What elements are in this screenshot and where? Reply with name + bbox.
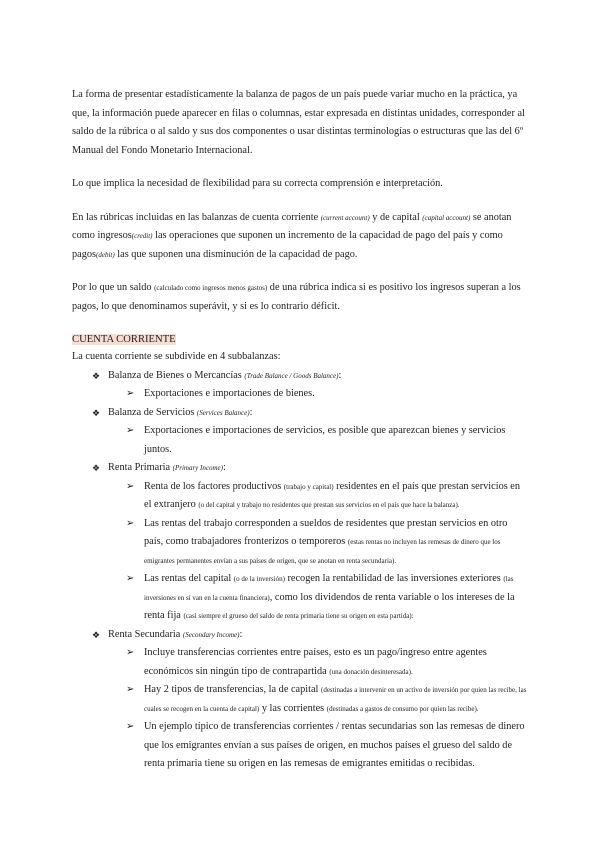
list-subitem	[72, 644, 528, 681]
text: En las rúbricas incluidas en las balanzas de cuenta corriente	[72, 211, 321, 223]
text: y las corrientes	[259, 702, 327, 714]
subitem-text: Exportaciones e importaciones de servicios, es posible que aparezcan bienes y servicios juntos.	[144, 425, 506, 455]
subitem-text: Exportaciones e importaciones de bienes.	[144, 388, 315, 399]
english-term: (capital account)	[422, 213, 471, 222]
paragraph-flexibility: Lo que implica la necesidad de flexibilidad para su correcta comprensión e interpretación.	[72, 178, 443, 189]
diamond-bullet-icon: ❖	[92, 629, 101, 640]
text: recogen la rentabilidad de las inversiones exteriores	[284, 573, 504, 584]
arrowhead-bullet-icon: ➢	[126, 721, 135, 732]
item-label: Balanza de Servicios	[108, 406, 197, 418]
paragraph-saldo	[72, 279, 528, 316]
text: :	[249, 406, 253, 418]
subitem-text	[144, 644, 528, 681]
note: (destinadas a intervenir en un activo de inversión por quien las recibe, las cuales se recogen en la cuenta de capital)	[144, 686, 527, 713]
arrowhead-bullet-icon: ➢	[126, 573, 135, 584]
list-item	[72, 459, 528, 478]
note: (calculado como ingresos menos gastos)	[154, 284, 268, 292]
note: (destinadas a gastos de consumo por quien las recibe).	[326, 704, 479, 713]
list-item	[72, 367, 528, 386]
arrowhead-bullet-icon: ➢	[126, 480, 135, 492]
english-term: (credit)	[131, 232, 153, 240]
list-subitem	[72, 385, 528, 404]
note: (las inversiones en sí van en la cuenta financiera)	[144, 575, 514, 602]
arrowhead-bullet-icon: ➢	[126, 388, 135, 399]
section-intro: La cuenta corriente se subdivide en 4 subbalanzas:	[72, 351, 281, 362]
paragraph-rubricas	[72, 209, 528, 265]
list-subitem	[72, 570, 528, 626]
text: Hay 2 tipos de transferencias, la de capital	[144, 684, 321, 695]
item-label: Balanza de Bienes o Mercancías	[108, 369, 245, 381]
text: :	[222, 462, 226, 473]
text: y de capital	[369, 211, 423, 223]
english-term: (Secondary Income)	[182, 630, 240, 639]
text: Las rentas del trabajo corresponden a sueldos de residentes que prestan servicios en otro país, como trabajadores fronterizos o temporeros	[144, 517, 508, 547]
list-subitem	[72, 478, 528, 515]
text: de una rúbrica indica si es positivo los ingresos superan a los pagos, lo que denominamos superávit, y si es lo contrario déficit.	[72, 282, 521, 312]
diamond-bullet-icon: ❖	[92, 463, 101, 473]
list-subitem	[72, 718, 528, 774]
document-page	[72, 86, 528, 774]
text: las que suponen una disminución de la capacidad de pago.	[114, 248, 358, 260]
subitem-text	[144, 515, 528, 571]
note: (o del capital y trabajo no residentes que prestan sus servicios en el país que hace la balanza).	[198, 501, 460, 509]
list-item	[72, 626, 528, 645]
note: (trabajo y capital)	[283, 482, 334, 491]
text: Incluye transferencias corrientes entre países, esto es un pago/ingreso entre agentes económicos sin ningún tipo de contrapartida	[144, 647, 487, 677]
section-heading	[72, 331, 528, 348]
subitem-text	[144, 681, 528, 718]
english-term: (Services Balance)	[196, 408, 250, 417]
arrowhead-bullet-icon: ➢	[126, 425, 135, 436]
english-term: (debit)	[96, 250, 115, 259]
list-subitem	[72, 515, 528, 571]
note: (casi siempre el grueso del saldo de renta primaria tiene su origen en esta partida):	[183, 612, 414, 620]
text: Renta de los factores productivos	[144, 480, 284, 492]
english-term: (current account)	[320, 213, 370, 222]
subitem-text	[144, 570, 528, 626]
paragraph-intro: La forma de presentar estadísticamente la balanza de pagos de un país puede variar mucho en la práctica, ya que, la información puede aparecer en filas o columnas, estar expresada en distintas unidades, corresponder al saldo de la rúbrica o al saldo y sus dos componentes o usar distintas terminologías o estructuras que las del 6º Manual del Fondo Monetario Internacional.	[72, 89, 525, 156]
list-item	[72, 404, 528, 423]
english-term: (Trade Balance / Goods Balance)	[244, 371, 339, 380]
list-subitem	[72, 681, 528, 718]
subitem-text: Un ejemplo típico de transferencias corrientes / rentas secundarias son las remesas de dinero que los emigrantes envían a sus países de origen, en muchos países el grueso del saldo de renta primaria tiene su origen en las remesas de emigrantes emitidas o recibidas.	[144, 721, 525, 769]
text: Por lo que un saldo	[72, 282, 155, 293]
text: Las rentas del capital	[144, 573, 234, 584]
diamond-bullet-icon: ❖	[92, 407, 101, 418]
note: (estas rentas no incluyen las remesas de dinero que los emigrantes permanentes envían a sus países de origen, que se anotan en renta secundaria).	[144, 538, 501, 565]
section-title: CUENTA CORRIENTE	[72, 334, 176, 345]
text: :	[239, 628, 243, 640]
text: se anotan como ingresos	[72, 211, 512, 241]
note: (o de la inversión)	[233, 575, 285, 583]
subbalance-list	[72, 367, 528, 774]
item-label: Renta Secundaria	[108, 628, 183, 640]
text: residentes en el país que prestan servicios en el extranjero	[144, 480, 521, 510]
arrowhead-bullet-icon: ➢	[126, 684, 135, 695]
text: :	[338, 369, 342, 381]
arrowhead-bullet-icon: ➢	[126, 647, 135, 658]
english-term: (Primary Income)	[172, 464, 223, 472]
diamond-bullet-icon: ❖	[92, 370, 101, 381]
text: las operaciones que suponen un incremento de la capacidad de pago del país y como pagos	[72, 230, 503, 260]
arrowhead-bullet-icon: ➢	[126, 517, 135, 529]
text: , como los dividendos de renta variable o los intereses de la renta fija	[144, 591, 515, 621]
subitem-text	[144, 478, 528, 515]
item-label: Renta Primaria	[108, 462, 173, 473]
list-subitem	[72, 422, 528, 459]
note: (una donación desinteresada).	[329, 667, 413, 676]
